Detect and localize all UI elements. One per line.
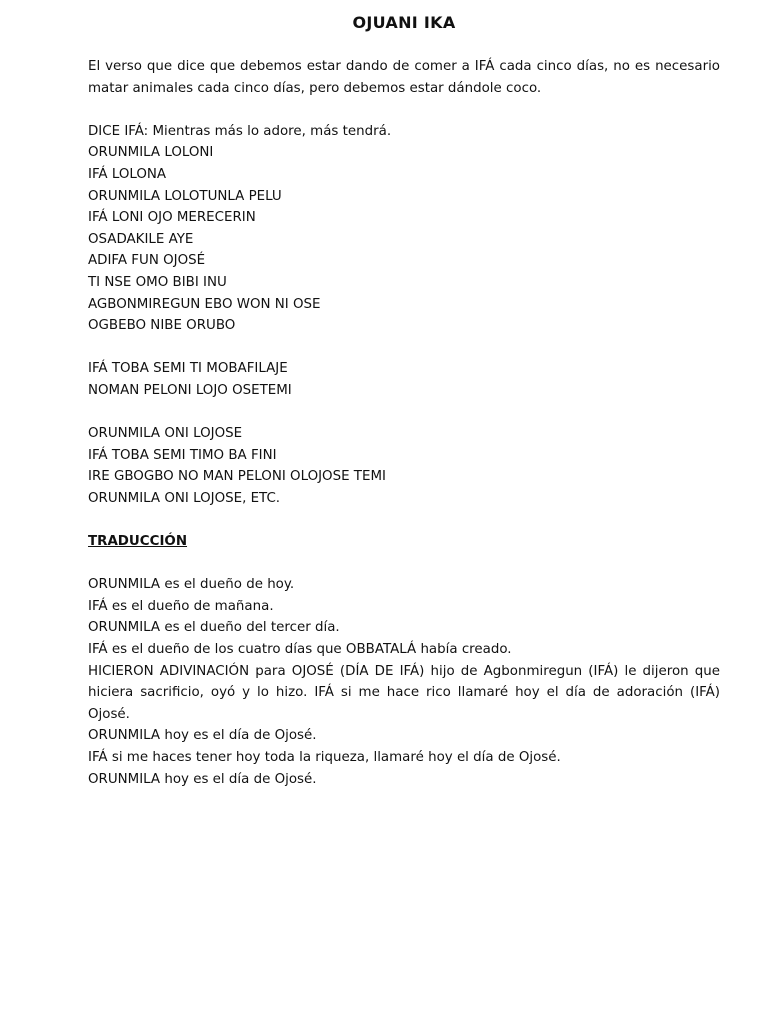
spacer	[88, 337, 720, 359]
verse-line: OSADAKILE AYE	[88, 231, 194, 247]
verse-line: IFÁ LOLONA	[88, 166, 167, 182]
spacer	[88, 99, 720, 121]
verse-line: ORUNMILA ONI LOJOSE, ETC.	[88, 490, 281, 506]
verse-block-1	[88, 121, 720, 337]
translation-line: ORUNMILA es el dueño de hoy.	[88, 577, 295, 593]
document-page	[88, 12, 720, 790]
verse-line: DICE IFÁ: Mientras más lo adore, más tendrá.	[88, 123, 392, 139]
verse-line: IFÁ TOBA SEMI TI MOBAFILAJE	[88, 361, 288, 377]
translation-line: ORUNMILA hoy es el día de Ojosé.	[88, 728, 317, 744]
translation-line: ORUNMILA hoy es el día de Ojosé.	[88, 771, 317, 787]
translation-line: IFÁ es el dueño de los cuatro días que OBBATALÁ había creado.	[88, 642, 512, 658]
verse-line: TI NSE OMO BIBI INU	[88, 274, 227, 290]
verse-line: OGBEBO NIBE ORUBO	[88, 318, 236, 334]
translation-paragraph: HICIERON ADIVINACIÓN para OJOSÉ (DÍA DE IFÁ) hijo de Agbonmiregun (IFÁ) le dijeron que hiciera sacrificio, oyó y lo hizo. IFÁ si me hace rico llamaré hoy el día de adoración (IFÁ) Ojosé.	[88, 663, 720, 722]
verse-line: IFÁ TOBA SEMI TIMO BA FINI	[88, 447, 277, 463]
document-title: OJUANI IKA	[352, 13, 456, 32]
verse-line: ORUNMILA LOLONI	[88, 145, 214, 161]
translation-end-lines	[88, 725, 720, 790]
spacer	[88, 402, 720, 424]
translation-heading: TRADUCCIÓN	[88, 534, 188, 550]
verse-line: ORUNMILA ONI LOJOSE	[88, 426, 243, 442]
verse-line: AGBONMIREGUN EBO WON NI OSE	[88, 296, 321, 312]
translation-line: ORUNMILA es el dueño del tercer día.	[88, 620, 340, 636]
verse-line: NOMAN PELONI LOJO OSETEMI	[88, 382, 292, 398]
verse-line: IRE GBOGBO NO MAN PELONI OLOJOSE TEMI	[88, 469, 386, 485]
intro-paragraph: El verso que dice que debemos estar dando de comer a IFÁ cada cinco días, no es necesario matar animales cada cinco días, pero debemos estar dándole coco.	[88, 59, 720, 96]
translation-lines	[88, 574, 720, 660]
translation-line: IFÁ es el dueño de mañana.	[88, 598, 274, 614]
translation-line: IFÁ si me haces tener hoy toda la riqueza, llamaré hoy el día de Ojosé.	[88, 750, 561, 765]
verse-line: ADIFA FUN OJOSÉ	[88, 253, 206, 269]
verse-block-2	[88, 358, 720, 401]
verse-line: ORUNMILA LOLOTUNLA PELU	[88, 188, 282, 204]
spacer	[88, 509, 720, 531]
verse-line: IFÁ LONI OJO MERECERIN	[88, 210, 256, 226]
spacer	[88, 553, 720, 575]
verse-block-3	[88, 423, 720, 509]
